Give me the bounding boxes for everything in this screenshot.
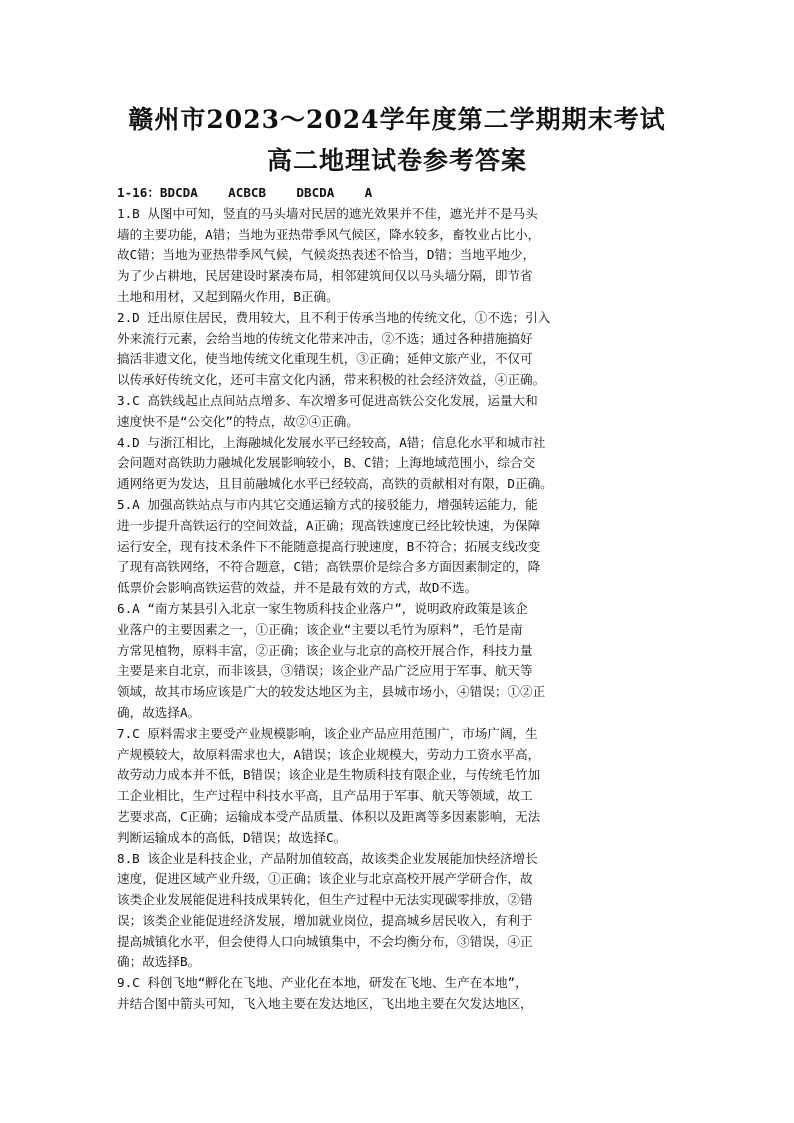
text-line: 误；该类企业能促进经济发展，增加就业岗位，提高城乡居民收入，有利于	[117, 912, 533, 928]
text-line: 方常见植物，原料丰富，②正确；该企业与北京的高校开展合作，科技力量	[117, 642, 533, 658]
text-line: 判断运输成本的高低，D错误；故选择C。	[117, 829, 347, 845]
text-line: 故C错；当地为亚热带季风气候，气候炎热表述不恰当，D错；当地平地少，	[117, 247, 536, 263]
text-line: 运行安全，现有技术条件下不能随意提高行驶速度，B不符合；拓展支线改变	[117, 538, 541, 554]
answer-body	[117, 183, 687, 1015]
text-line: 提高城镇化水平，但会使得人口向城镇集中，不会均衡分布，③错误，④正	[117, 933, 533, 949]
text-line: 6.A “南方某县引入北京一家生物质科技企业落户”，说明政府政策是该企	[117, 600, 528, 616]
text-line: 产规模较大，故原料需求也大，A错误；该企业规模大，劳动力工资水平高，	[117, 746, 541, 762]
text-line: 确；故选择B。	[117, 954, 201, 970]
text-line: 7.C 原料需求主要受产业规模影响，该企业产品应用范围广，市场广阔，生	[117, 725, 538, 741]
text-line: 1.B 从图中可知，竖直的马头墙对民居的遮光效果并不佳，遮光并不是马头	[117, 205, 538, 221]
text-line: 速度，促进区域产业升级，①正确；该企业与北京高校开展产学研合作，故	[117, 871, 533, 887]
text-line: 通网络更为发达，且目前融城化水平已经较高，高铁的贡献相对有限，D正确。	[117, 476, 553, 492]
text-line: 3.C 高铁线起止点间站点增多、车次增多可促进高铁公交化发展，运量大和	[117, 392, 538, 408]
text-line: 8.B 该企业是科技企业，产品附加值较高，故该类企业发展能加快经济增长	[117, 850, 538, 866]
text-line: 速度快不是“公交化”的特点，故②④正确。	[117, 413, 359, 429]
text-line: 9.C 科创飞地“孵化在飞地、产业化在本地，研发在飞地、生产在本地”，	[117, 975, 528, 991]
text-line: 墙的主要功能，A错；当地为亚热带季风气候区，降水较多，畜牧业占比小，	[117, 226, 541, 242]
text-line: 5.A 加强高铁站点与市内其它交通运输方式的接驳能力，增强转运能力，能	[117, 496, 538, 512]
text-line: 该类企业发展能促进科技成果转化，但生产过程中无法实现碳零排放，②错	[117, 892, 533, 908]
text-line: 了现有高铁网络，不符合题意，C错；高铁票价是综合多方面因素制定的，降	[117, 559, 541, 575]
text-line: 会问题对高铁助力融城化发展影响较小，B、C错；上海地域范围小，综合交	[117, 455, 536, 471]
text-line: 艺要求高，C正确；运输成本受产品质量、体积以及距离等多因素影响，无法	[117, 808, 541, 824]
text-line: 4.D 与浙江相比，上海融城化发展水平已经较高，A错；信息化水平和城市社	[117, 434, 546, 450]
text-line: 进一步提升高铁运行的空间效益，A正确；现高铁速度已经比较快速，为保障	[117, 517, 541, 533]
answer-key-line: 1-16：BDCDA ACBCB DBCDA A	[117, 185, 373, 200]
text-line: 以传承好传统文化，还可丰富文化内涵，带来积极的社会经济效益，④正确。	[117, 372, 546, 388]
text-line: 2.D 迁出原住居民，费用较大，且不利于传承当地的传统文化，①不选；引入	[117, 309, 551, 325]
text-line: 故劳动力成本并不低，B错误；该企业是生物质科技有限企业，与传统毛竹加	[117, 767, 541, 783]
text-line: 土地和用材，又起到隔火作用，B正确。	[117, 288, 339, 304]
text-line: 确，故选择A。	[117, 704, 201, 720]
text-line: 并结合图中箭头可知，飞入地主要在发达地区，飞出地主要在欠发达地区，	[117, 996, 533, 1012]
text-line: 搞活非遗文化，使当地传统文化重现生机，③正确；延伸文旅产业，不仅可	[117, 351, 533, 367]
document-subtitle: 高二地理试卷参考答案	[266, 146, 527, 175]
text-line: 外来流行元素，会给当地的传统文化带来冲击，②不选；通过各种措施搞好	[117, 330, 533, 346]
text-line: 为了少占耕地，民居建设时紧凑布局，相邻建筑间仅以马头墙分隔，即节省	[117, 268, 533, 284]
document-title: 赣州市2023～2024学年度第二学期期末考试	[128, 105, 666, 134]
text-line: 领域，故其市场应该是广大的较发达地区为主，县城市场小，④错误；①②正	[117, 684, 546, 700]
text-line: 业落户的主要因素之一，①正确；该企业“主要以毛竹为原料”，毛竹是南	[117, 621, 523, 637]
text-line: 工企业相比，生产过程中科技水平高，且产品用于军事、航天等领域，故工	[117, 788, 533, 804]
text-line: 主要是来自北京，而非该县，③错误；该企业产品广泛应用于军事、航天等	[117, 663, 533, 679]
text-line: 低票价会影响高铁运营的效益，并不是最有效的方式，故D不选。	[117, 580, 478, 596]
